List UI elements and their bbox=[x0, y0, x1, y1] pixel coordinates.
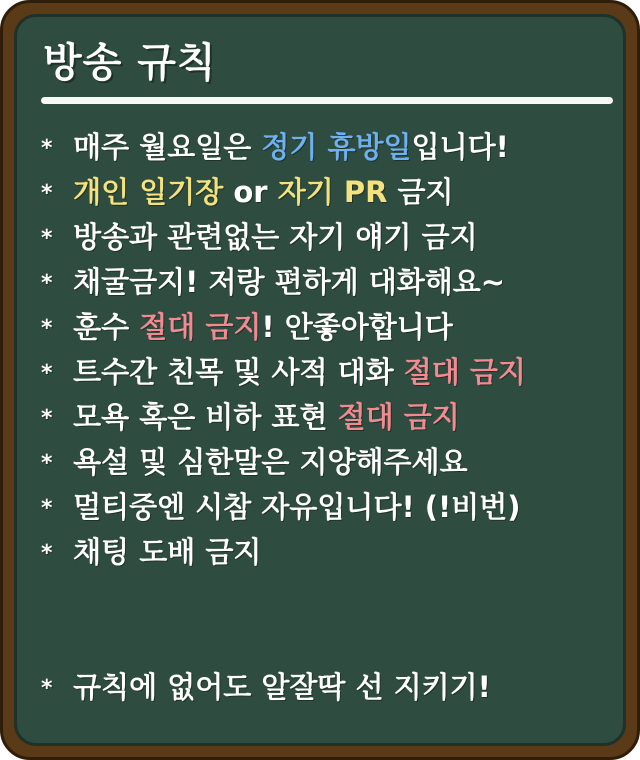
rule-highlight: 절대 금지 bbox=[403, 355, 526, 389]
page-title: 방송 규칙 bbox=[43, 40, 217, 86]
bullet-icon: * bbox=[41, 451, 53, 476]
rule-text: 규칙에 없어도 알잘딱 선 지키기! bbox=[73, 670, 491, 704]
rule-item bbox=[41, 395, 619, 440]
rule-text: 모욕 혹은 비하 표현 bbox=[73, 400, 338, 434]
rule-text: 멀티중엔 시참 자유입니다! (!비번) bbox=[73, 490, 521, 524]
rule-text: 방송과 관련없는 자기 얘기 금지 bbox=[73, 220, 478, 254]
rule-item bbox=[41, 305, 619, 350]
rule-item bbox=[41, 530, 619, 575]
rule-text: 채굴금지! 저랑 편하게 대화해요~ bbox=[73, 265, 506, 299]
rule-text: 매주 월요일은 bbox=[73, 130, 262, 164]
rule-text: 채팅 도배 금지 bbox=[73, 535, 262, 569]
rule-highlight: 정기 휴방일 bbox=[261, 130, 412, 164]
rule-item bbox=[41, 260, 619, 305]
rule-item bbox=[41, 215, 619, 260]
bullet-icon: * bbox=[41, 136, 53, 161]
rule-text: ! 안좋아합니다 bbox=[261, 310, 453, 344]
rule-text: 금지 bbox=[387, 175, 454, 209]
rule-text: or bbox=[223, 175, 278, 209]
rule-text: 입니다! bbox=[411, 130, 509, 164]
rule-highlight: 절대 금지 bbox=[337, 400, 460, 434]
rule-item bbox=[41, 665, 619, 710]
rule-spacer bbox=[41, 575, 619, 665]
rule-highlight: 절대 금지 bbox=[139, 310, 262, 344]
bullet-icon: * bbox=[41, 676, 53, 701]
bullet-icon: * bbox=[41, 316, 53, 341]
rule-text: 욕설 및 심한말은 지양해주세요 bbox=[73, 445, 468, 479]
rule-item bbox=[41, 170, 619, 215]
bullet-icon: * bbox=[41, 496, 53, 521]
rule-item bbox=[41, 485, 619, 530]
rule-text: 트수간 친목 및 사적 대화 bbox=[73, 355, 404, 389]
bullet-icon: * bbox=[41, 181, 53, 206]
rule-text: 훈수 bbox=[73, 310, 140, 344]
rules-list bbox=[41, 125, 619, 710]
rule-highlight: 자기 PR bbox=[277, 175, 388, 209]
rule-item bbox=[41, 350, 619, 395]
chalkboard bbox=[14, 14, 626, 746]
rule-item bbox=[41, 125, 619, 170]
bullet-icon: * bbox=[41, 406, 53, 431]
bullet-icon: * bbox=[41, 226, 53, 251]
rule-highlight: 개인 일기장 bbox=[73, 175, 224, 209]
rule-item bbox=[41, 440, 619, 485]
bullet-icon: * bbox=[41, 271, 53, 296]
bullet-icon: * bbox=[41, 361, 53, 386]
title-underline bbox=[41, 97, 613, 104]
bullet-icon: * bbox=[41, 541, 53, 566]
